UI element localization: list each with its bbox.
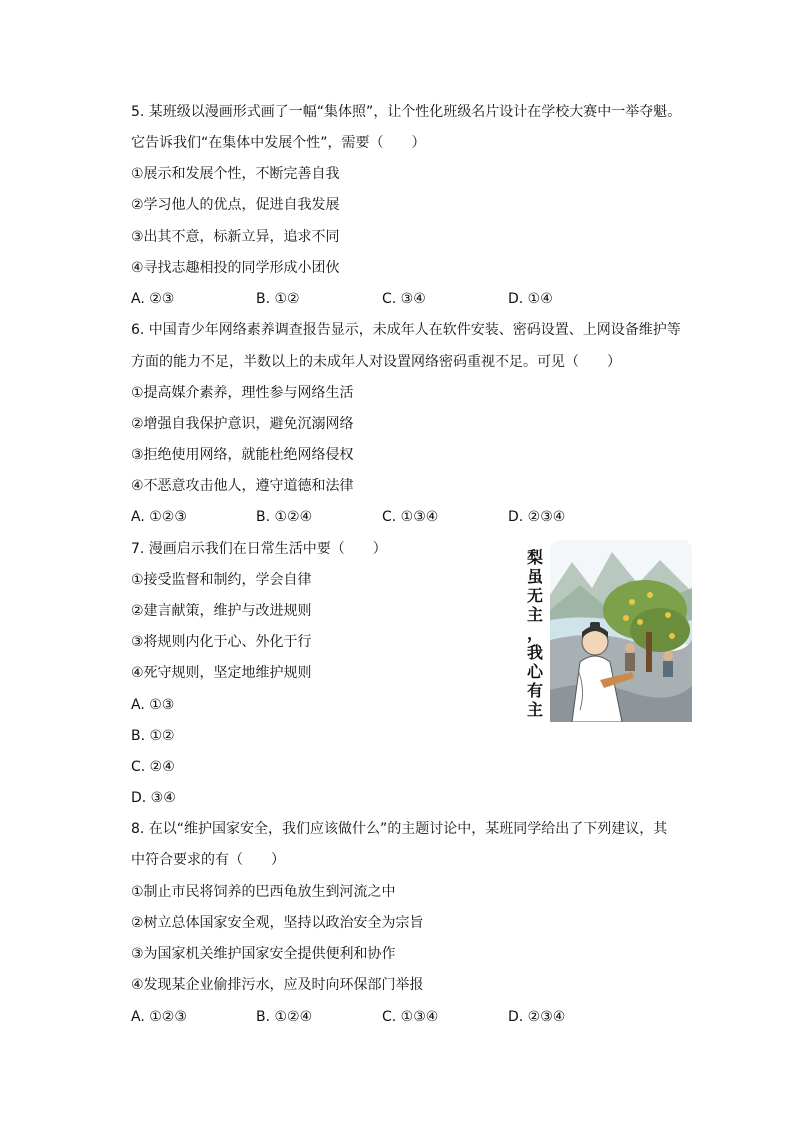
q7-option-c[interactable]: C. ②④ [131,759,175,775]
q5-item-4: ④寻找志趣相投的同学形成小团伙 [131,260,340,276]
q6-option-d[interactable]: D. ②③④ [508,509,566,525]
q8-option-d[interactable]: D. ②③④ [508,1009,566,1025]
q5-stem-line1: 5. 某班级以漫画形式画了一幅“集体照”，让个性化班级名片设计在学校大赛中一举夺魁。 [131,104,682,120]
q5-option-d[interactable]: D. ①④ [508,291,553,307]
cartoon-caption-char: 主 [526,605,543,624]
cartoon-illustration [550,540,692,722]
q8-item-3: ③为国家机关维护国家安全提供便利和协作 [131,946,396,962]
q5-option-c[interactable]: C. ③④ [382,291,426,307]
q5-item-1: ①展示和发展个性，不断完善自我 [131,166,340,182]
q7-stem-line1: 7. 漫画启示我们在日常生活中要（ ） [131,541,387,557]
q8-option-c[interactable]: C. ①③④ [382,1009,439,1025]
cartoon-caption-char: 主 [526,700,543,719]
q8-option-a[interactable]: A. ①②③ [131,1009,187,1025]
q6-option-a[interactable]: A. ①②③ [131,509,187,525]
q8-item-4: ④发现某企业偷排污水，应及时向环保部门举报 [131,977,424,993]
q7-item-4: ④死守规则，坚定地维护规则 [131,665,312,681]
q6-stem-line2: 方面的能力不足，半数以上的未成年人对设置网络密码重视不足。可见（ ） [131,354,621,370]
q7-item-3: ③将规则内化于心、外化于行 [131,634,312,650]
q6-item-2: ②增强自我保护意识，避免沉溺网络 [131,416,354,432]
q6-item-1: ①提高媒介素养，理性参与网络生活 [131,385,354,401]
q5-item-2: ②学习他人的优点，促进自我发展 [131,197,340,213]
q8-item-2: ②树立总体国家安全观，坚持以政治安全为宗旨 [131,915,424,931]
q6-option-b[interactable]: B. ①②④ [256,509,313,525]
q8-stem-line1: 8. 在以“维护国家安全，我们应该做什么”的主题讨论中，某班同学给出了下列建议，其 [131,821,668,837]
q5-item-3: ③出其不意，标新立异，追求不同 [131,229,340,245]
q7-option-d[interactable]: D. ③④ [131,790,176,806]
cartoon-caption-char: 无 [526,586,543,605]
q5-option-a[interactable]: A. ②③ [131,291,175,307]
q5-stem-line2: 它告诉我们“在集体中发展个性”，需要（ ） [131,135,426,151]
q7-item-2: ②建言献策，维护与改进规则 [131,603,312,619]
q6-item-4: ④不恶意攻击他人，遵守道德和法律 [131,478,354,494]
q7-cartoon [522,540,692,722]
q7-option-a[interactable]: A. ①③ [131,697,175,713]
q8-option-b[interactable]: B. ①②④ [256,1009,313,1025]
q7-item-1: ①接受监督和制约，学会自律 [131,572,312,588]
q8-item-1: ①制止市民将饲养的巴西龟放生到河流之中 [131,884,396,900]
q6-item-3: ③拒绝使用网络，就能杜绝网络侵权 [131,447,354,463]
q7-option-b[interactable]: B. ①② [131,728,175,744]
cartoon-caption-char: 虽 [526,567,543,586]
cartoon-caption-char: 我 [526,643,543,662]
cartoon-caption-char: 心 [526,662,543,681]
q6-option-c[interactable]: C. ①③④ [382,509,439,525]
cartoon-caption-char: ， [526,624,543,643]
cartoon-caption-char: 有 [526,681,543,700]
q5-option-b[interactable]: B. ①② [256,291,300,307]
q6-stem-line1: 6. 中国青少年网络素养调查报告显示，未成年人在软件安装、密码设置、上网设备维护等 [131,322,681,338]
cartoon-caption-char: 梨 [526,548,543,567]
q8-stem-line2: 中符合要求的有（ ） [131,852,285,868]
